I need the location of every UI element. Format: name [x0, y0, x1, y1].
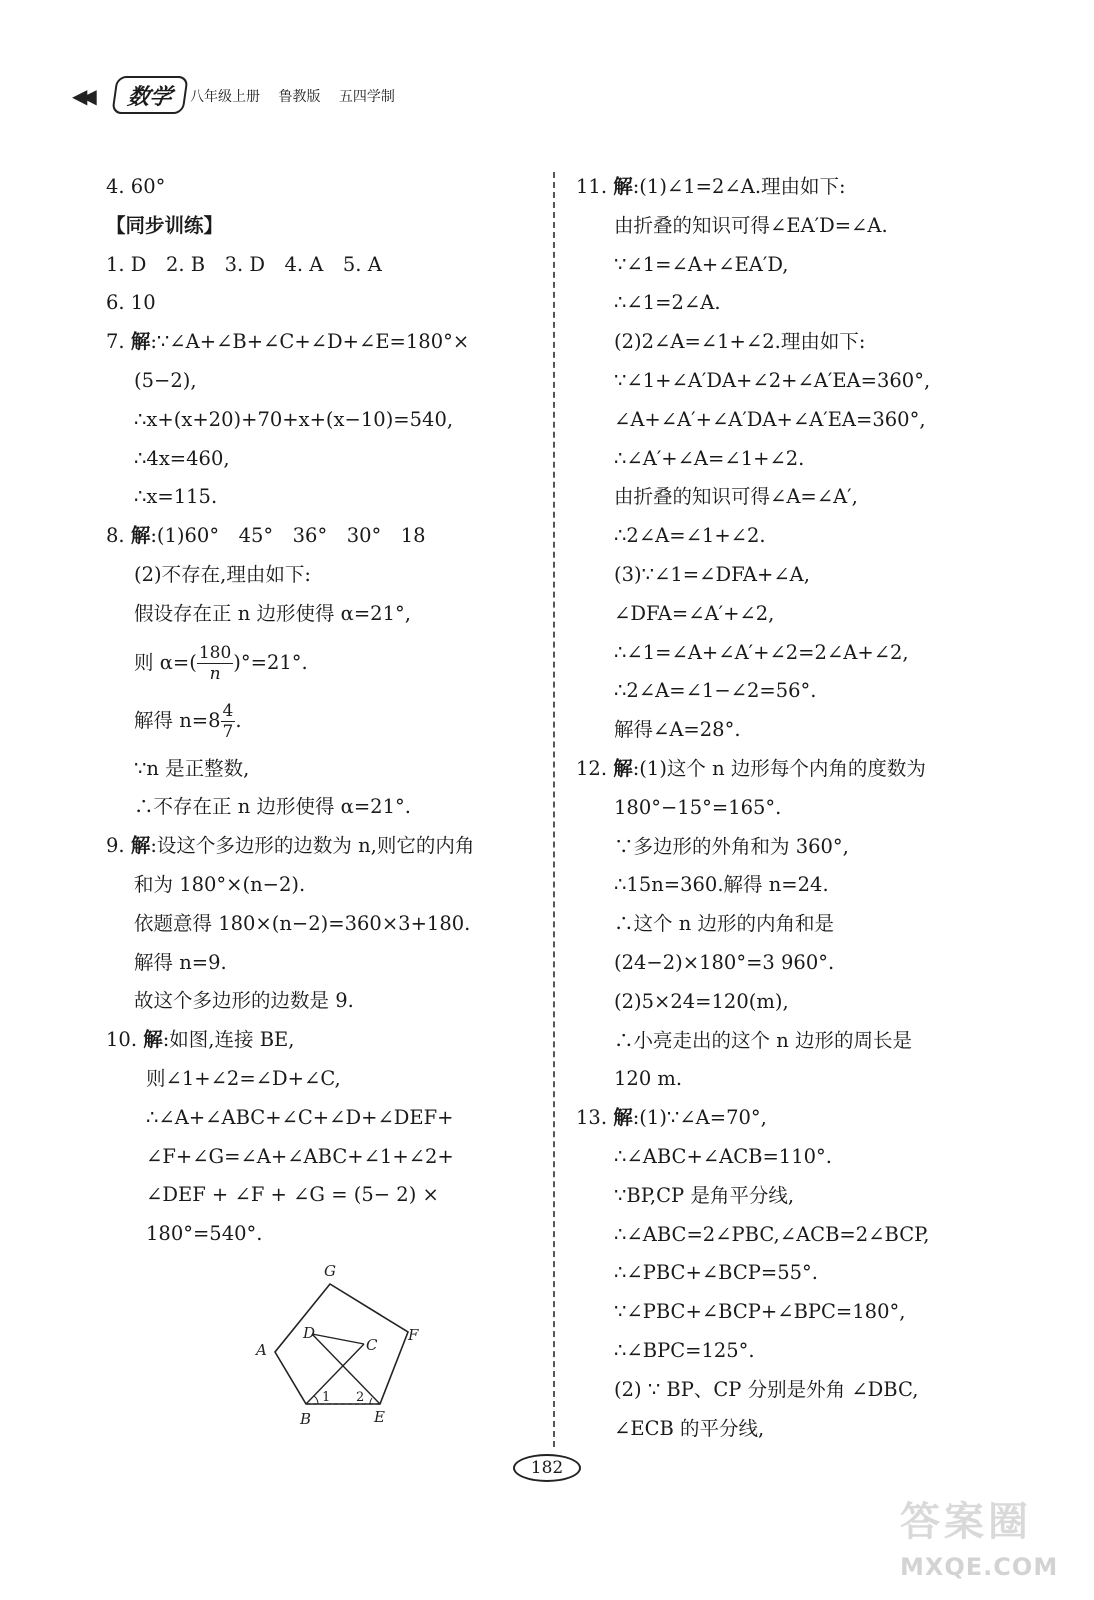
- q13-line: [576, 1099, 1016, 1138]
- q8-text: 则 α=(: [134, 650, 197, 674]
- fraction: [197, 643, 233, 684]
- q9-line: 依题意得 180×(n−2)=360×3+180.: [134, 911, 471, 935]
- solution-label: 解: [130, 524, 151, 548]
- subject-badge: 数学: [111, 76, 188, 114]
- label-d: D: [303, 1324, 316, 1342]
- q13-line: ∴∠BPC=125°.: [614, 1338, 755, 1362]
- q8-line: 假设存在正 n 边形使得 α=21°,: [134, 601, 411, 625]
- q12-line: (24−2)×180°=3 960°.: [614, 950, 835, 974]
- label-e: E: [374, 1408, 385, 1426]
- page-header: [72, 74, 412, 114]
- q11-line: ∴∠A′+∠A=∠1+∠2.: [614, 446, 805, 470]
- q10-line: ∠F+∠G=∠A+∠ABC+∠1+∠2+: [146, 1144, 454, 1168]
- q8-line: ∵n 是正整数,: [134, 756, 250, 780]
- q13-line: (2) ∵ BP、CP 分别是外角 ∠DBC,: [614, 1377, 919, 1401]
- header-meta: [190, 86, 409, 106]
- q10-number: 10.: [106, 1028, 138, 1052]
- q11-line: (3)∵∠1=∠DFA+∠A,: [614, 562, 810, 586]
- q11-line: ∴2∠A=∠1+∠2.: [614, 524, 766, 548]
- q8-line: [106, 517, 536, 556]
- q11-number: 11.: [576, 175, 608, 198]
- solution-label: 解: [613, 1106, 633, 1130]
- arrow-icon: ◀◀: [72, 84, 91, 108]
- answer-line: 4. 60°: [106, 175, 166, 198]
- q11-line: 由折叠的知识可得∠EA′D=∠A.: [614, 213, 888, 237]
- q8-line: ∴不存在正 n 边形使得 α=21°.: [134, 795, 411, 819]
- fraction: [221, 701, 236, 742]
- section-heading: 【同步训练】: [106, 213, 224, 237]
- watermark-url: MXQE.COM: [900, 1553, 1059, 1581]
- q12-number: 12.: [576, 756, 608, 780]
- q9-line: 故这个多边形的边数是 9.: [134, 989, 354, 1013]
- edition-label: 鲁教版: [278, 89, 321, 105]
- q8-text: )°=21°.: [233, 650, 308, 674]
- angle-2-arc: [370, 1398, 372, 1404]
- q12-text: :(1)这个 n 边形每个内角的度数为: [632, 756, 926, 780]
- q12-line: 180°−15°=165°.: [614, 795, 782, 819]
- q13-line: ∴∠ABC+∠ACB=110°.: [614, 1144, 832, 1168]
- pentagon-diagram: [250, 1262, 430, 1437]
- q11-line: ∵∠1=∠A+∠EA′D,: [614, 252, 789, 276]
- q13-line: ∠ECB 的平分线,: [614, 1416, 765, 1440]
- fraction-denominator: n: [209, 663, 221, 684]
- q7-line: (5−2),: [134, 368, 197, 392]
- label-f: F: [408, 1326, 419, 1344]
- q11-line: ∴2∠A=∠1−∠2=56°.: [614, 679, 817, 703]
- q12-line: (2)5×24=120(m),: [614, 989, 789, 1013]
- q9-line: [106, 827, 536, 866]
- q11-line: (2)2∠A=∠1+∠2.理由如下:: [614, 330, 866, 354]
- page-number: [507, 1450, 587, 1486]
- q8-text: :(1)60° 45° 36° 30° 18: [150, 524, 426, 548]
- q11-line: 由折叠的知识可得∠A=∠A′,: [614, 485, 858, 509]
- label-a: A: [256, 1341, 267, 1359]
- label-angle-1: 1: [322, 1390, 331, 1405]
- q11-line: ∴∠1=∠A+∠A′+∠2=2∠A+∠2,: [614, 640, 909, 664]
- angle-1-arc: [314, 1396, 318, 1404]
- q12-line: 120 m.: [614, 1067, 683, 1091]
- q7-text: :∵∠A+∠B+∠C+∠D+∠E=180°×: [150, 330, 470, 354]
- q9-text: :设这个多边形的边数为 n,则它的内角: [150, 834, 475, 858]
- q8-line: (2)不存在,理由如下:: [134, 562, 311, 586]
- q7-line: ∴x=115.: [134, 485, 218, 509]
- q8-number: 8.: [106, 524, 125, 548]
- q10-text: :如图,连接 BE,: [162, 1028, 295, 1052]
- solution-label: 解: [143, 1028, 163, 1052]
- q9-number: 9.: [106, 834, 125, 858]
- page-number-oval: [513, 1454, 581, 1482]
- q7-number: 7.: [106, 330, 125, 354]
- q8-fraction-line: [106, 692, 536, 750]
- answer-line: 1. D 2. B 3. D 4. A 5. A: [106, 252, 382, 276]
- q9-line: 解得 n=9.: [134, 950, 227, 974]
- q8-text: .: [235, 708, 242, 732]
- solution-label: 解: [613, 175, 633, 198]
- q11-line: ∠DFA=∠A′+∠2,: [614, 601, 775, 625]
- q11-text: :(1)∠1=2∠A.理由如下:: [632, 175, 846, 198]
- q12-line: ∴15n=360.解得 n=24.: [614, 873, 829, 897]
- q7-line: ∴x+(x+20)+70+x+(x−10)=540,: [134, 407, 454, 431]
- q11-line: 解得∠A=28°.: [614, 718, 741, 742]
- fraction-numerator: 4: [222, 700, 234, 721]
- fraction-numerator: 180: [198, 642, 232, 663]
- label-g: G: [324, 1262, 336, 1280]
- page-number-text: 182: [530, 1458, 564, 1478]
- q9-line: 和为 180°×(n−2).: [134, 872, 306, 896]
- q11-line: ∠A+∠A′+∠A′DA+∠A′EA=360°,: [614, 407, 926, 431]
- q11-line: [576, 168, 1016, 207]
- q11-line: ∴∠1=2∠A.: [614, 291, 721, 315]
- q12-line: ∴这个 n 边形的内角和是: [614, 912, 834, 936]
- answer-line: 6. 10: [106, 291, 156, 315]
- left-column: [106, 168, 536, 1254]
- solution-label: 解: [130, 330, 151, 354]
- q10-line: ∠DEF + ∠F + ∠G = (5− 2) ×: [146, 1183, 439, 1207]
- solution-label: 解: [130, 834, 151, 858]
- q13-text: :(1)∵∠A=70°,: [632, 1106, 767, 1130]
- q13-line: ∴∠PBC+∠BCP=55°.: [614, 1261, 818, 1285]
- fraction-denominator: 7: [222, 721, 234, 742]
- q8-text: 解得 n=8: [134, 708, 221, 732]
- q11-line: ∵∠1+∠A′DA+∠2+∠A′EA=360°,: [614, 368, 931, 392]
- q13-line: ∵∠PBC+∠BCP+∠BPC=180°,: [614, 1300, 906, 1324]
- grade-label: 八年级上册: [190, 89, 260, 105]
- solution-label: 解: [613, 756, 633, 780]
- watermark: [900, 1490, 1070, 1590]
- right-column: [576, 168, 1016, 1448]
- q12-line: ∴小亮走出的这个 n 边形的周长是: [614, 1028, 912, 1052]
- q12-line: [576, 750, 1016, 789]
- q12-line: ∵多边形的外角和为 360°,: [614, 834, 849, 858]
- watermark-logo: 答案圈: [900, 1499, 1032, 1545]
- q7-line: [106, 323, 536, 362]
- q7-line: ∴4x=460,: [134, 446, 230, 470]
- q10-line: [106, 1021, 536, 1060]
- q10-line: 则∠1+∠2=∠D+∠C,: [146, 1066, 341, 1090]
- label-angle-2: 2: [356, 1390, 365, 1405]
- column-divider: [553, 172, 555, 1447]
- q10-line: 180°=540°.: [146, 1222, 263, 1246]
- label-b: B: [300, 1410, 312, 1428]
- pentagon-outline: [275, 1284, 408, 1404]
- q8-fraction-line: [106, 634, 536, 692]
- pentagon-figure: [250, 1262, 430, 1437]
- q13-line: ∴∠ABC=2∠PBC,∠ACB=2∠BCP,: [614, 1222, 930, 1246]
- label-c: C: [366, 1336, 378, 1354]
- q13-number: 13.: [576, 1106, 608, 1130]
- q10-line: ∴∠A+∠ABC+∠C+∠D+∠DEF+: [146, 1105, 454, 1129]
- system-label: 五四学制: [338, 89, 395, 105]
- q13-line: ∵BP,CP 是角平分线,: [614, 1183, 795, 1207]
